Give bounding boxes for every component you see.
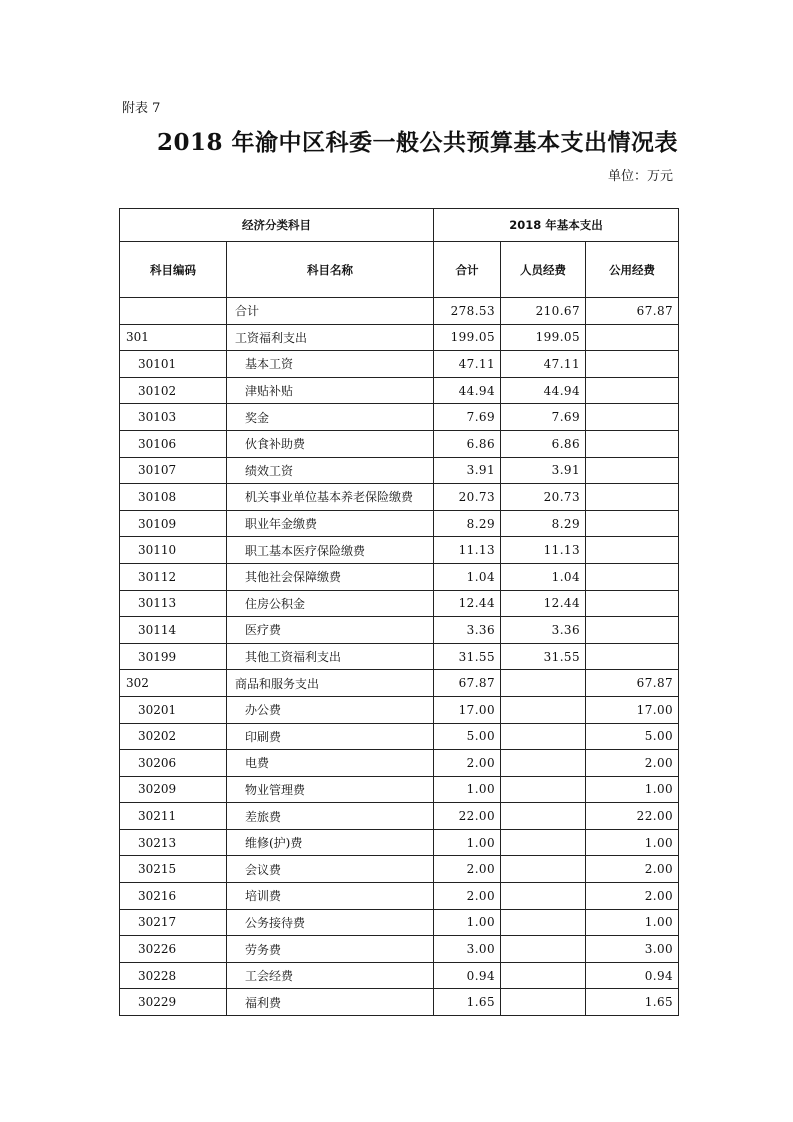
cell-code: 30201 — [120, 696, 227, 723]
table-row — [120, 803, 679, 830]
table-row — [120, 457, 679, 484]
cell-public — [586, 590, 679, 617]
cell-name: 其他工资福利支出 — [227, 643, 434, 670]
cell-code: 30215 — [120, 856, 227, 883]
cell-public: 22.00 — [586, 803, 679, 830]
cell-public — [586, 617, 679, 644]
cell-public — [586, 404, 679, 431]
table-body — [120, 298, 679, 1016]
cell-personnel — [501, 829, 586, 856]
cell-public — [586, 643, 679, 670]
cell-code: 30213 — [120, 829, 227, 856]
cell-name: 奖金 — [227, 404, 434, 431]
table-row — [120, 324, 679, 351]
cell-public: 1.65 — [586, 989, 679, 1016]
cell-public: 67.87 — [586, 298, 679, 325]
table-row — [120, 989, 679, 1016]
table-row — [120, 430, 679, 457]
cell-code: 30107 — [120, 457, 227, 484]
cell-total: 3.91 — [434, 457, 501, 484]
cell-name: 工资福利支出 — [227, 324, 434, 351]
cell-total: 1.00 — [434, 776, 501, 803]
cell-code: 30101 — [120, 351, 227, 378]
cell-name: 维修(护)费 — [227, 829, 434, 856]
cell-name: 合计 — [227, 298, 434, 325]
attachment-label: 附表 7 — [122, 101, 161, 116]
cell-public: 1.00 — [586, 776, 679, 803]
cell-name: 会议费 — [227, 856, 434, 883]
cell-code: 30114 — [120, 617, 227, 644]
unit-label: 单位：万元 — [607, 169, 673, 184]
cell-public: 67.87 — [586, 670, 679, 697]
cell-personnel: 12.44 — [501, 590, 586, 617]
cell-public — [586, 563, 679, 590]
cell-code: 30202 — [120, 723, 227, 750]
cell-name: 职业年金缴费 — [227, 510, 434, 537]
table-row — [120, 563, 679, 590]
cell-name: 商品和服务支出 — [227, 670, 434, 697]
cell-code: 30102 — [120, 377, 227, 404]
cell-total: 1.00 — [434, 829, 501, 856]
cell-total: 67.87 — [434, 670, 501, 697]
cell-personnel — [501, 776, 586, 803]
cell-code: 30217 — [120, 909, 227, 936]
cell-personnel: 20.73 — [501, 484, 586, 511]
cell-code: 30109 — [120, 510, 227, 537]
table-row — [120, 962, 679, 989]
table-row — [120, 404, 679, 431]
cell-public — [586, 377, 679, 404]
cell-public — [586, 457, 679, 484]
cell-public: 17.00 — [586, 696, 679, 723]
cell-total: 1.04 — [434, 563, 501, 590]
cell-name: 物业管理费 — [227, 776, 434, 803]
cell-personnel: 3.36 — [501, 617, 586, 644]
cell-personnel — [501, 962, 586, 989]
cell-name: 劳务费 — [227, 936, 434, 963]
cell-total: 278.53 — [434, 298, 501, 325]
cell-personnel: 6.86 — [501, 430, 586, 457]
cell-name: 伙食补助费 — [227, 430, 434, 457]
cell-personnel — [501, 883, 586, 910]
cell-name: 其他社会保障缴费 — [227, 563, 434, 590]
cell-total: 7.69 — [434, 404, 501, 431]
page-title: 2018 年渝中区科委一般公共预算基本支出情况表 — [156, 129, 678, 156]
cell-personnel — [501, 750, 586, 777]
table-row — [120, 484, 679, 511]
table-row — [120, 723, 679, 750]
cell-total: 3.00 — [434, 936, 501, 963]
cell-personnel: 31.55 — [501, 643, 586, 670]
cell-code: 30103 — [120, 404, 227, 431]
cell-total: 12.44 — [434, 590, 501, 617]
cell-public: 2.00 — [586, 883, 679, 910]
cell-code: 30216 — [120, 883, 227, 910]
cell-total: 8.29 — [434, 510, 501, 537]
cell-public — [586, 351, 679, 378]
table-row — [120, 670, 679, 697]
cell-total: 2.00 — [434, 883, 501, 910]
cell-code: 30113 — [120, 590, 227, 617]
budget-table — [119, 208, 679, 1016]
cell-total: 2.00 — [434, 856, 501, 883]
table-row — [120, 298, 679, 325]
table-row — [120, 510, 679, 537]
cell-code: 30112 — [120, 563, 227, 590]
cell-total: 0.94 — [434, 962, 501, 989]
cell-total: 1.00 — [434, 909, 501, 936]
cell-name: 培训费 — [227, 883, 434, 910]
cell-total: 20.73 — [434, 484, 501, 511]
cell-code: 30211 — [120, 803, 227, 830]
table-row — [120, 776, 679, 803]
column-header-row — [120, 242, 679, 298]
cell-personnel — [501, 696, 586, 723]
table-row — [120, 537, 679, 564]
cell-name: 印刷费 — [227, 723, 434, 750]
cell-total: 44.94 — [434, 377, 501, 404]
cell-total: 31.55 — [434, 643, 501, 670]
table-row — [120, 909, 679, 936]
cell-total: 11.13 — [434, 537, 501, 564]
group-header-expenditure: 2018 年基本支出 — [434, 209, 679, 242]
cell-name: 津贴补贴 — [227, 377, 434, 404]
table-row — [120, 936, 679, 963]
cell-personnel: 47.11 — [501, 351, 586, 378]
cell-public: 0.94 — [586, 962, 679, 989]
cell-public — [586, 484, 679, 511]
column-header-name: 科目名称 — [227, 242, 434, 298]
cell-personnel: 8.29 — [501, 510, 586, 537]
table-row — [120, 856, 679, 883]
cell-name: 职工基本医疗保险缴费 — [227, 537, 434, 564]
cell-code: 30199 — [120, 643, 227, 670]
cell-name: 医疗费 — [227, 617, 434, 644]
table-row — [120, 617, 679, 644]
table-row — [120, 883, 679, 910]
cell-name: 福利费 — [227, 989, 434, 1016]
cell-public — [586, 430, 679, 457]
cell-name: 住房公积金 — [227, 590, 434, 617]
cell-total: 5.00 — [434, 723, 501, 750]
cell-public: 2.00 — [586, 750, 679, 777]
cell-public — [586, 537, 679, 564]
cell-name: 基本工资 — [227, 351, 434, 378]
cell-name: 差旅费 — [227, 803, 434, 830]
cell-personnel — [501, 909, 586, 936]
cell-code: 302 — [120, 670, 227, 697]
table-row — [120, 377, 679, 404]
cell-personnel: 1.04 — [501, 563, 586, 590]
group-header-row — [120, 209, 679, 242]
cell-total: 1.65 — [434, 989, 501, 1016]
column-header-total: 合计 — [434, 242, 501, 298]
table-row — [120, 696, 679, 723]
cell-name: 办公费 — [227, 696, 434, 723]
cell-total: 17.00 — [434, 696, 501, 723]
cell-public: 5.00 — [586, 723, 679, 750]
cell-total: 2.00 — [434, 750, 501, 777]
cell-code: 30226 — [120, 936, 227, 963]
cell-personnel: 7.69 — [501, 404, 586, 431]
cell-code: 30108 — [120, 484, 227, 511]
cell-total: 22.00 — [434, 803, 501, 830]
cell-code: 30106 — [120, 430, 227, 457]
cell-name: 机关事业单位基本养老保险缴费 — [227, 484, 434, 511]
table-row — [120, 829, 679, 856]
cell-code: 30228 — [120, 962, 227, 989]
cell-total: 6.86 — [434, 430, 501, 457]
cell-total: 199.05 — [434, 324, 501, 351]
cell-name: 工会经费 — [227, 962, 434, 989]
cell-public — [586, 510, 679, 537]
cell-name: 电费 — [227, 750, 434, 777]
column-header-personnel: 人员经费 — [501, 242, 586, 298]
cell-personnel: 3.91 — [501, 457, 586, 484]
cell-code: 30209 — [120, 776, 227, 803]
table-row — [120, 351, 679, 378]
cell-public — [586, 324, 679, 351]
column-header-public: 公用经费 — [586, 242, 679, 298]
cell-public: 2.00 — [586, 856, 679, 883]
cell-personnel — [501, 803, 586, 830]
cell-code: 30206 — [120, 750, 227, 777]
cell-public: 1.00 — [586, 909, 679, 936]
cell-personnel — [501, 989, 586, 1016]
cell-code — [120, 298, 227, 325]
cell-name: 公务接待费 — [227, 909, 434, 936]
table-row — [120, 643, 679, 670]
cell-personnel — [501, 670, 586, 697]
cell-public: 1.00 — [586, 829, 679, 856]
cell-code: 301 — [120, 324, 227, 351]
cell-personnel: 44.94 — [501, 377, 586, 404]
cell-personnel: 11.13 — [501, 537, 586, 564]
table-row — [120, 750, 679, 777]
cell-total: 3.36 — [434, 617, 501, 644]
column-header-code: 科目编码 — [120, 242, 227, 298]
cell-personnel: 210.67 — [501, 298, 586, 325]
group-header-category: 经济分类科目 — [120, 209, 434, 242]
cell-personnel — [501, 723, 586, 750]
cell-total: 47.11 — [434, 351, 501, 378]
cell-personnel: 199.05 — [501, 324, 586, 351]
cell-personnel — [501, 856, 586, 883]
table-row — [120, 590, 679, 617]
cell-name: 绩效工资 — [227, 457, 434, 484]
cell-code: 30229 — [120, 989, 227, 1016]
cell-code: 30110 — [120, 537, 227, 564]
cell-personnel — [501, 936, 586, 963]
cell-public: 3.00 — [586, 936, 679, 963]
